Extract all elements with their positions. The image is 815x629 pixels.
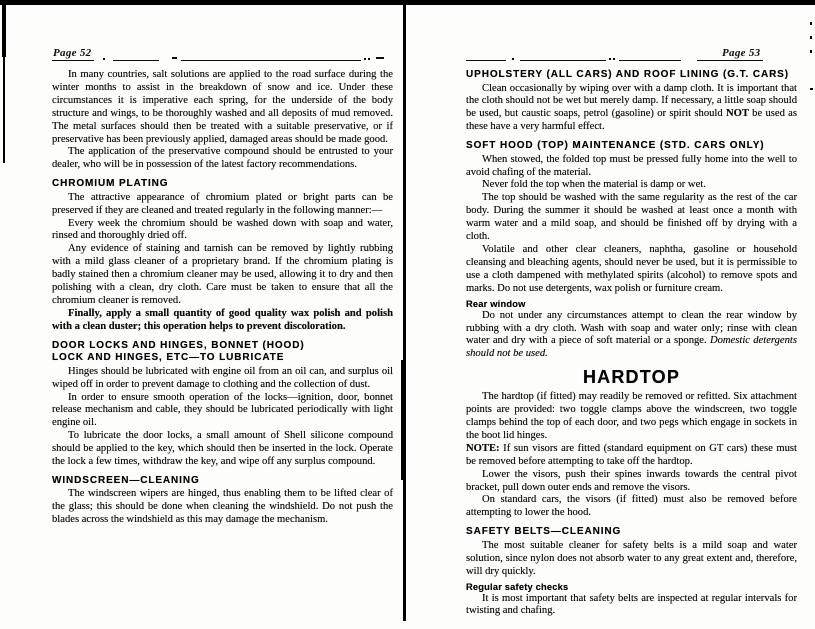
- left-page-header: [52, 46, 393, 61]
- paragraph: [466, 179, 797, 192]
- header-rule-segment: [181, 59, 361, 61]
- scan-speck: [810, 36, 812, 39]
- header-rule-dot: [512, 58, 514, 60]
- text-run: The windscreen wipers are hinged, thus enabling them to be lifted clear of the glass; this should be done when cleaning the windshield. Do not push the blades across the windshield as this may damage the mechanism.: [52, 488, 393, 526]
- section-heading-line: SOFT HOOD (TOP) MAINTENANCE (STD. CARS ONLY): [466, 140, 765, 152]
- text-run: Never fold the top when the material is damp or wet.: [482, 179, 706, 191]
- text-run: Clean occasionally by wiping over with a damp cloth. It is important that the cloth should not be wet but merely damp. If necessary, a little soap should be used, but caustic soaps, petrol (gasoline) or spirit should: [466, 82, 797, 120]
- header-rule-segment: [466, 59, 506, 61]
- header-rule-dot: [103, 58, 105, 60]
- header-rule-segment: [113, 59, 159, 61]
- text-run: Every week the chromium should be washed down with soap and water, rinsed and thoroughly dried off.: [52, 217, 393, 242]
- paragraph: [466, 593, 797, 619]
- scan-left-edge-bar: [2, 0, 6, 57]
- paragraph: [52, 430, 393, 469]
- section-heading: [52, 178, 393, 191]
- text-run: When stowed, the folded top must be pressed fully home into the well to avoid chafing of the material.: [466, 153, 797, 178]
- paragraph: [52, 308, 393, 334]
- binding-gutter-line: [403, 0, 406, 621]
- text-run: If sun visors are fitted (standard equipment on GT cars) these must be removed before attempting to take off the hardtop.: [466, 442, 797, 467]
- section-heading-line: LOCK AND HINGES, ETC—TO LUBRICATE: [52, 352, 285, 364]
- paragraph: [466, 154, 797, 180]
- text-run: It is most important that safety belts are inspected at regular intervals for twisting and chafing.: [466, 592, 797, 617]
- section-heading-line: WINDSCREEN—CLEANING: [52, 474, 200, 486]
- paragraph: [52, 218, 393, 244]
- section-heading-line: CHROMIUM PLATING: [52, 178, 169, 190]
- right-page: [466, 46, 797, 618]
- section-heading-line: UPHOLSTERY (ALL CARS) AND ROOF LINING (G.T. CARS): [466, 69, 789, 80]
- text-run: Domestic detergents should not be used.: [466, 335, 797, 360]
- paragraph: [466, 443, 797, 469]
- section-heading-line: Rear window: [466, 298, 526, 309]
- section-heading: [52, 340, 393, 365]
- paragraph: [52, 488, 393, 527]
- text-run: NOTE:: [466, 442, 500, 454]
- left-page-content: [52, 69, 393, 527]
- text-run: In many countries, salt solutions are applied to the road surface during the winter months to assist in the breakdown of snow and ice. Under these circumstances it is imperative each spring, for the underside of the body structure and wings, to be thoroughly washed and all deposits of mud removed. The metal surfaces should then be treated with a suitable preservative, or if preservative has been previously applied, damaged areas should be made good.: [52, 69, 393, 145]
- header-rule-segment: [520, 59, 606, 61]
- scan-left-edge-line: [3, 57, 5, 163]
- header-rule-dot: [368, 58, 370, 60]
- section-heading: [466, 69, 797, 82]
- right-page-content: [466, 69, 797, 618]
- page-number-label: Page 53: [721, 47, 763, 61]
- text-run: Volatile and other clear cleaners, naphtha, gasoline or household cleansing and bleaching agents, should never be used, but it is permissible to use a cloth dampened with methylated spirits (alcohol) to remove spots and marks. Do not use detergents, wax polish or furniture cream.: [466, 243, 797, 294]
- text-run: To lubricate the door locks, a small amount of Shell silicone compound should be applied to the key, which should then be inserted in the lock. Operate the lock a few times, withdraw the key, and wipe off any surplus compound.: [52, 430, 393, 468]
- text-run: The hardtop (if fitted) may readily be removed or refitted. Six attachment points are provided: two toggle clamps above the windscreen, two toggle clamps behind the top of each door, and two pegs which engage in sockets in the boot lid hinges.: [466, 391, 797, 441]
- section-heading: [52, 475, 393, 488]
- left-page: [52, 46, 393, 527]
- section-heading-line: DOOR LOCKS AND HINGES, BONNET (HOOD): [52, 339, 305, 351]
- paragraph: [466, 192, 797, 244]
- paragraph: [52, 366, 393, 392]
- scan-speck: [810, 50, 812, 53]
- text-run: Do not under any circumstances attempt to clean the rear window by rubbing with a dry cloth. Wash with soap and water only; rinse with clean water and dry with a piece of soft material or a sponge.: [466, 309, 797, 347]
- text-run: On standard cars, the visors (if fitted) must also be removed before attempting to lower the hood.: [466, 494, 797, 519]
- paragraph: [466, 494, 797, 520]
- paragraph: [466, 469, 797, 495]
- paragraph: [466, 244, 797, 296]
- section-heading: [466, 140, 797, 153]
- text-run: In order to ensure smooth operation of the locks—ignition, door, bonnet release mechanism and cable, they should be lubricated periodically with light engine oil.: [52, 391, 393, 429]
- section-heading: [466, 368, 797, 387]
- section-heading: [466, 526, 797, 539]
- header-rule-dot: [364, 58, 366, 60]
- text-run: be used as these have a very harmful effect.: [466, 108, 797, 133]
- paragraph: [52, 392, 393, 431]
- header-rule-dot: [613, 58, 615, 60]
- text-run: The most suitable cleaner for safety belts is a mild soap and water solution, since nylon does not absorb water to any great extent and, therefore, will dry quickly.: [466, 539, 797, 577]
- paragraph: [52, 69, 393, 146]
- section-heading: [466, 582, 797, 593]
- section-heading-line: HARDTOP: [582, 367, 681, 388]
- paragraph: [52, 146, 393, 172]
- text-run: Finally, apply a small quantity of good quality wax polish and polish with a clean duster; this operation helps to prevent discoloration.: [52, 307, 393, 332]
- section-heading: [466, 299, 797, 310]
- paragraph: [52, 192, 393, 218]
- text-run: The application of the preservative compound should be entrusted to your dealer, who will be in possession of the latest factory recommendations.: [52, 146, 393, 171]
- text-run: Any evidence of staining and tarnish can be removed by lightly rubbing with a mild glass cleaner of a proprietary brand. If the chromium plating is badly stained then a chromium cleaner may be used, allowing it to dry and then polishing with a clean, dry cloth. Care must be taken to ensure that all the chromium cleaner is removed.: [52, 243, 393, 306]
- paragraph: [466, 540, 797, 579]
- text-run: Hinges should be lubricated with engine oil from an oil can, and surplus oil wiped off in order to prevent damage to clothing and the collection of dust.: [52, 365, 393, 390]
- scan-speck: [810, 22, 812, 25]
- header-rule-segment: [697, 59, 721, 61]
- scan-top-edge: [0, 0, 815, 5]
- section-heading-line: Regular safety checks: [466, 581, 569, 592]
- text-run: The attractive appearance of chromium plated or bright parts can be preserved if they are cleaned and treated regularly in the following manner:—: [52, 191, 393, 216]
- text-run: NOT: [725, 108, 749, 120]
- paragraph: [466, 83, 797, 135]
- page-number-label: Page 52: [52, 47, 94, 61]
- right-page-header: [466, 46, 797, 61]
- binding-gutter-shadow: [401, 360, 405, 480]
- header-rule-dash: [376, 57, 384, 59]
- header-rule-dot: [609, 58, 611, 60]
- paragraph: [466, 310, 797, 362]
- text-run: Lower the visors, push their spines inwards towards the central pivot bracket, pull down outer ends and remove the visors.: [466, 468, 797, 493]
- header-rule-segment: [619, 59, 681, 61]
- header-rule-dash: [172, 57, 177, 59]
- text-run: The top should be washed with the same regularity as the rest of the car body. During the summer it should be washed at least once a month with warm water and a mild soap, and should be finished off by drying with a cloth.: [466, 192, 797, 243]
- paragraph: [52, 243, 393, 308]
- scan-speck: [810, 88, 813, 90]
- section-heading-line: SAFETY BELTS—CLEANING: [466, 526, 622, 538]
- paragraph: [466, 391, 797, 443]
